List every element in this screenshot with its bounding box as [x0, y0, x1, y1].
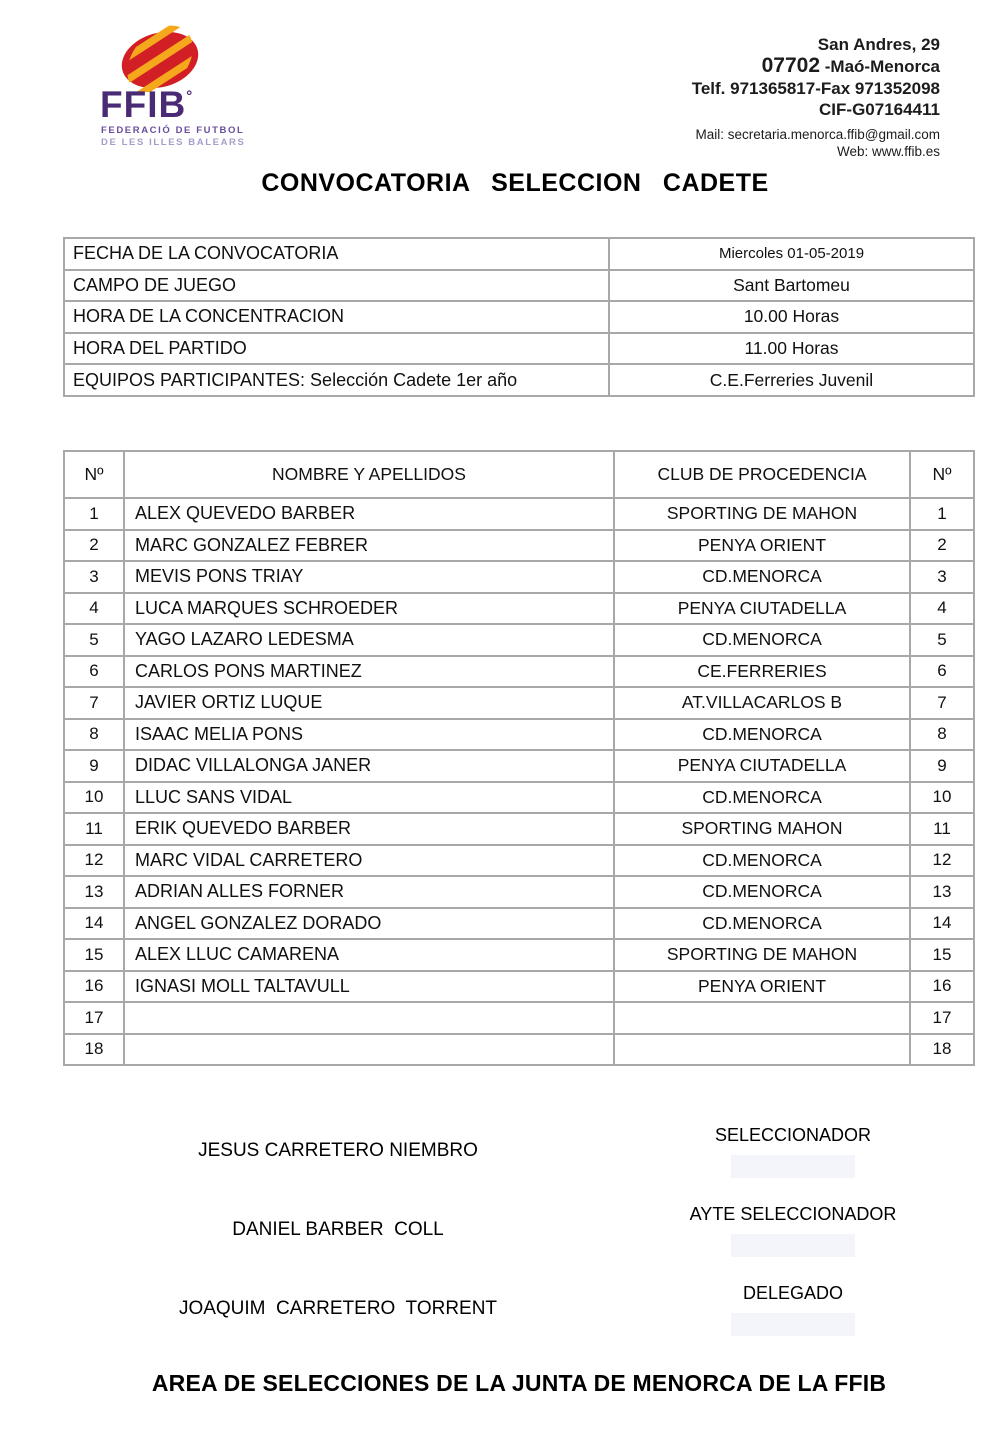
player-club: SPORTING MAHON: [614, 813, 910, 845]
player-club: [614, 1002, 910, 1034]
contact-phone: Telf. 971365817-Fax 971352098: [691, 79, 940, 98]
player-name: CARLOS PONS MARTINEZ: [124, 656, 614, 688]
staff-name: JESUS CARRETERO NIEMBRO: [198, 1140, 478, 1161]
player-number-left: 5: [64, 624, 124, 656]
player-club: SPORTING DE MAHON: [614, 498, 910, 530]
staff-section: [63, 1118, 973, 1355]
player-name: ALEX QUEVEDO BARBER: [124, 498, 614, 530]
logo-subtitle-line1: FEDERACIÓ DE FUTBOL: [101, 125, 245, 136]
roster-row: [64, 498, 974, 530]
player-number-left: 16: [64, 971, 124, 1003]
roster-header-num-left: Nº: [64, 451, 124, 498]
player-number-right: 17: [910, 1002, 974, 1034]
player-number-right: 3: [910, 561, 974, 593]
info-row: [64, 301, 974, 333]
info-row: [64, 270, 974, 302]
roster-row: [64, 624, 974, 656]
player-number-right: 7: [910, 687, 974, 719]
player-number-right: 16: [910, 971, 974, 1003]
player-number-left: 9: [64, 750, 124, 782]
player-number-left: 7: [64, 687, 124, 719]
contact-cif: CIF-G07164411: [819, 100, 940, 119]
info-row: [64, 333, 974, 365]
roster-row: [64, 939, 974, 971]
staff-role: [613, 1125, 973, 1178]
info-value-concentracion: 10.00 Horas: [609, 301, 974, 333]
player-name: ANGEL GONZALEZ DORADO: [124, 908, 614, 940]
staff-row: [63, 1276, 973, 1355]
player-number-right: 9: [910, 750, 974, 782]
staff-row: [63, 1197, 973, 1276]
staff-role: [613, 1283, 973, 1336]
match-info-table: [63, 237, 975, 397]
info-label-fecha: FECHA DE LA CONVOCATORIA: [64, 238, 609, 270]
staff-row: [63, 1118, 973, 1197]
player-name: YAGO LAZARO LEDESMA: [124, 624, 614, 656]
player-name: LLUC SANS VIDAL: [124, 782, 614, 814]
player-number-right: 15: [910, 939, 974, 971]
roster-row: [64, 593, 974, 625]
info-label-campo: CAMPO DE JUEGO: [64, 270, 609, 302]
player-club: [614, 1034, 910, 1066]
player-number-left: 6: [64, 656, 124, 688]
player-number-left: 2: [64, 530, 124, 562]
player-club: CE.FERRERIES: [614, 656, 910, 688]
footer-title: AREA DE SELECCIONES DE LA JUNTA DE MENORCA DE LA FFIB: [151, 1370, 887, 1396]
player-number-left: 11: [64, 813, 124, 845]
player-club: CD.MENORCA: [614, 719, 910, 751]
roster-row: [64, 971, 974, 1003]
player-name: LUCA MARQUES SCHROEDER: [124, 593, 614, 625]
staff-role-label: DELEGADO: [742, 1283, 844, 1303]
staff-role-label: SELECCIONADOR: [714, 1125, 872, 1145]
signature-field[interactable]: [731, 1313, 855, 1336]
player-number-right: 12: [910, 845, 974, 877]
player-club: CD.MENORCA: [614, 561, 910, 593]
player-number-left: 18: [64, 1034, 124, 1066]
info-row: [64, 364, 974, 396]
player-name: IGNASI MOLL TALTAVULL: [124, 971, 614, 1003]
roster-row: [64, 656, 974, 688]
ffib-ball-logo-icon: [78, 22, 228, 92]
player-name: ALEX LLUC CAMARENA: [124, 939, 614, 971]
player-number-left: 3: [64, 561, 124, 593]
roster-header-club: CLUB DE PROCEDENCIA: [614, 451, 910, 498]
player-club: CD.MENORCA: [614, 624, 910, 656]
roster-table: [63, 450, 975, 1066]
player-number-left: 17: [64, 1002, 124, 1034]
player-name: MEVIS PONS TRIAY: [124, 561, 614, 593]
player-club: SPORTING DE MAHON: [614, 939, 910, 971]
player-number-left: 1: [64, 498, 124, 530]
player-number-left: 15: [64, 939, 124, 971]
player-number-left: 8: [64, 719, 124, 751]
player-number-right: 6: [910, 656, 974, 688]
player-number-left: 10: [64, 782, 124, 814]
info-label-equipos: EQUIPOS PARTICIPANTES: Selección Cadete 1er año: [64, 364, 609, 396]
player-name: [124, 1034, 614, 1066]
roster-row: [64, 813, 974, 845]
info-value-equipos: C.E.Ferreries Juvenil: [609, 364, 974, 396]
player-number-right: 11: [910, 813, 974, 845]
player-name: ISAAC MELIA PONS: [124, 719, 614, 751]
player-club: CD.MENORCA: [614, 782, 910, 814]
roster-row: [64, 1002, 974, 1034]
logo-subtitle-line2: DE LES ILLES BALEARS: [101, 137, 246, 148]
player-name: DIDAC VILLALONGA JANER: [124, 750, 614, 782]
info-row: [64, 238, 974, 270]
contact-address: San Andres, 29: [817, 35, 940, 54]
signature-field[interactable]: [731, 1234, 855, 1257]
contact-postal-line: [692, 55, 940, 78]
player-club: PENYA CIUTADELLA: [614, 750, 910, 782]
roster-header-num-right: Nº: [910, 451, 974, 498]
player-number-right: 18: [910, 1034, 974, 1066]
player-club: PENYA ORIENT: [614, 971, 910, 1003]
player-number-right: 5: [910, 624, 974, 656]
staff-role: [613, 1204, 973, 1257]
player-number-right: 14: [910, 908, 974, 940]
player-number-right: 13: [910, 876, 974, 908]
info-value-fecha: Miercoles 01-05-2019: [609, 238, 974, 270]
player-name: MARC GONZALEZ FEBRER: [124, 530, 614, 562]
player-number-left: 4: [64, 593, 124, 625]
player-number-right: 2: [910, 530, 974, 562]
player-name: JAVIER ORTIZ LUQUE: [124, 687, 614, 719]
roster-row: [64, 876, 974, 908]
logo-degree-mark: °: [186, 88, 194, 105]
player-number-right: 10: [910, 782, 974, 814]
player-number-right: 1: [910, 498, 974, 530]
contact-postal-rest: -Maó-Menorca: [820, 57, 940, 76]
info-value-campo: Sant Bartomeu: [609, 270, 974, 302]
player-number-left: 14: [64, 908, 124, 940]
roster-row: [64, 530, 974, 562]
contact-block: [692, 34, 940, 160]
player-number-left: 12: [64, 845, 124, 877]
info-label-partido: HORA DEL PARTIDO: [64, 333, 609, 365]
player-name: ADRIAN ALLES FORNER: [124, 876, 614, 908]
roster-header-name: NOMBRE Y APELLIDOS: [124, 451, 614, 498]
contact-postal-code: 07702: [761, 54, 821, 77]
roster-row: [64, 908, 974, 940]
roster-header-row: [64, 451, 974, 498]
player-number-right: 4: [910, 593, 974, 625]
player-name: ERIK QUEVEDO BARBER: [124, 813, 614, 845]
staff-role-label: AYTE SELECCIONADOR: [689, 1204, 897, 1224]
page-title: CONVOCATORIA SELECCION CADETE: [261, 169, 769, 197]
player-club: AT.VILLACARLOS B: [614, 687, 910, 719]
roster-row: [64, 687, 974, 719]
player-number-left: 13: [64, 876, 124, 908]
roster-row: [64, 782, 974, 814]
contact-mail: Mail: secretaria.menorca.ffib@gmail.com: [695, 127, 940, 142]
player-club: PENYA ORIENT: [614, 530, 910, 562]
player-name: [124, 1002, 614, 1034]
player-name: MARC VIDAL CARRETERO: [124, 845, 614, 877]
roster-row: [64, 750, 974, 782]
roster-row: [64, 1034, 974, 1066]
staff-name: DANIEL BARBER COLL: [232, 1219, 444, 1240]
player-club: CD.MENORCA: [614, 845, 910, 877]
roster-row: [64, 719, 974, 751]
player-club: PENYA CIUTADELLA: [614, 593, 910, 625]
staff-name: JOAQUIM CARRETERO TORRENT: [178, 1298, 498, 1319]
info-label-concentracion: HORA DE LA CONCENTRACION: [64, 301, 609, 333]
signature-field[interactable]: [731, 1155, 855, 1178]
player-club: CD.MENORCA: [614, 908, 910, 940]
player-number-right: 8: [910, 719, 974, 751]
roster-row: [64, 845, 974, 877]
player-club: CD.MENORCA: [614, 876, 910, 908]
info-value-partido: 11.00 Horas: [609, 333, 974, 365]
contact-web: Web: www.ffib.es: [836, 144, 940, 159]
roster-row: [64, 561, 974, 593]
ffib-logo-acronym: FFIB°: [100, 84, 194, 125]
